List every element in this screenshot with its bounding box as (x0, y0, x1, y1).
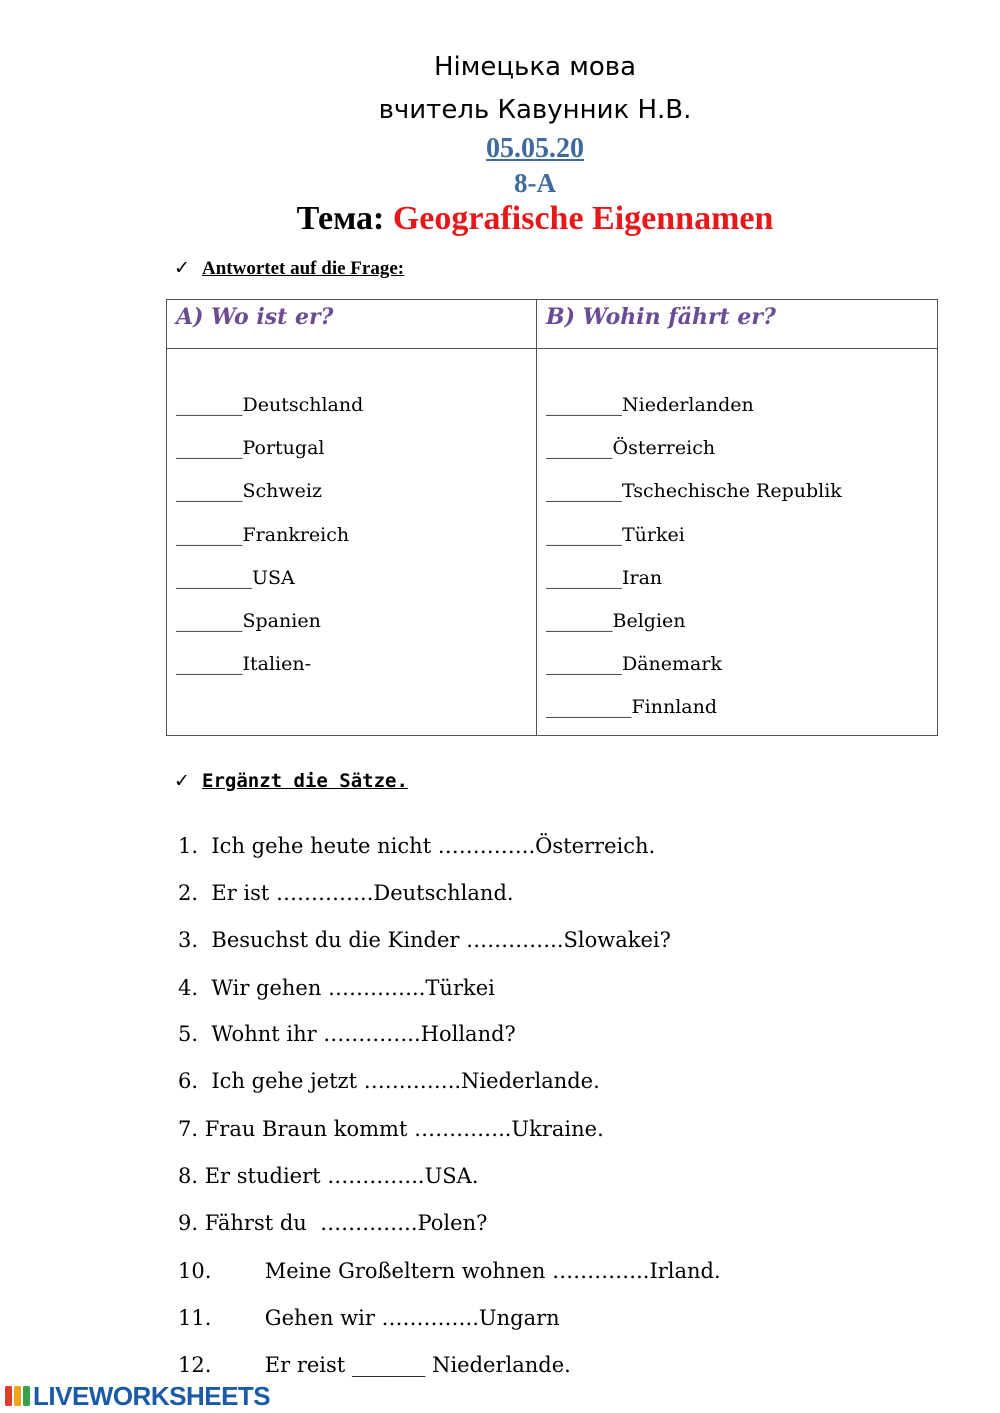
sentence-item[interactable]: 1. Ich gehe heute nicht …………..Österreich. (178, 834, 656, 858)
col-b-header-cell (537, 300, 938, 349)
answer-blank-item[interactable]: _______Schweiz (176, 480, 322, 503)
answer-blank-item[interactable]: _______Spanien (176, 609, 321, 632)
answer-blank-item[interactable]: ________Tschechische Republik (546, 480, 842, 503)
checkmark-icon: ✓ (174, 257, 190, 279)
lesson-date: 05.05.20 (486, 133, 584, 164)
task1-label: Antwortet auf die Frage: (202, 258, 405, 279)
col-a-list (167, 349, 536, 691)
sentence-item[interactable]: 4. Wir gehen …………..Türkei (178, 976, 495, 1000)
liveworksheets-logo-icon (4, 1384, 32, 1408)
answer-blank-item[interactable]: ________Türkei (546, 523, 685, 546)
col-b-body (537, 349, 938, 736)
sentence-item[interactable]: 12. Er reist _______ Niederlande. (178, 1353, 571, 1377)
checkmark-icon: ✓ (174, 770, 190, 792)
answer-blank-item[interactable]: _______Deutschland (176, 394, 364, 416)
col-a-header-cell (167, 300, 537, 349)
sentence-item[interactable]: 3. Besuchst du die Kinder …………..Slowakei? (178, 928, 671, 952)
exercise-table (166, 299, 938, 736)
answer-blank-item[interactable]: _______Portugal (176, 437, 325, 460)
logo-text: LIVEWORKSHEETS (33, 1381, 271, 1411)
subject-title: Німецька мова (433, 52, 637, 82)
sentence-item[interactable]: 7. Frau Braun kommt …………..Ukraine. (178, 1117, 604, 1141)
task1-heading (174, 257, 404, 280)
task2-heading (174, 770, 408, 792)
task2-label: Ergänzt die Sätze. (202, 770, 408, 792)
answer-blank-item[interactable]: _______Belgien (546, 609, 686, 632)
class-label: 8-A (514, 168, 556, 198)
col-a-body (167, 349, 537, 736)
answer-blank-item[interactable]: _______Österreich (546, 437, 716, 460)
sentence-item[interactable]: 8. Er studiert …………..USA. (178, 1164, 479, 1188)
answer-blank-item[interactable]: _______Frankreich (176, 523, 350, 546)
teacher-name: вчитель Кавунник Н.В. (378, 95, 692, 125)
topic-title: Geografische Eigennamen (392, 200, 774, 237)
col-a-header: A) Wo ist er? (176, 304, 334, 330)
answer-blank-item[interactable]: ________Iran (546, 566, 663, 589)
answer-blank-item[interactable]: ________Niederlanden (546, 394, 754, 416)
sentence-item[interactable]: 2. Er ist …………..Deutschland. (178, 881, 514, 905)
answer-blank-item[interactable]: ________USA (176, 566, 295, 589)
answer-blank-item[interactable]: _________Finnland (546, 696, 718, 719)
sentence-item[interactable]: 9. Fährst du …………..Polen? (178, 1211, 488, 1235)
sentence-item[interactable]: 11. Gehen wir …………..Ungarn (178, 1306, 560, 1330)
topic-heading (0, 200, 1000, 238)
liveworksheets-logo (4, 1381, 270, 1412)
col-b-list (537, 349, 937, 735)
col-b-header: B) Wohin fährt er? (546, 304, 776, 330)
sentence-item[interactable]: 5. Wohnt ihr …………..Holland? (178, 1022, 516, 1046)
topic-prefix: Тема: (296, 200, 385, 237)
answer-blank-item[interactable]: _______Italien- (176, 653, 312, 676)
sentence-item[interactable]: 10. Meine Großeltern wohnen …………..Irland. (178, 1259, 721, 1283)
sentence-item[interactable]: 6. Ich gehe jetzt …………..Niederlande. (178, 1069, 600, 1093)
answer-blank-item[interactable]: ________Dänemark (546, 653, 722, 676)
